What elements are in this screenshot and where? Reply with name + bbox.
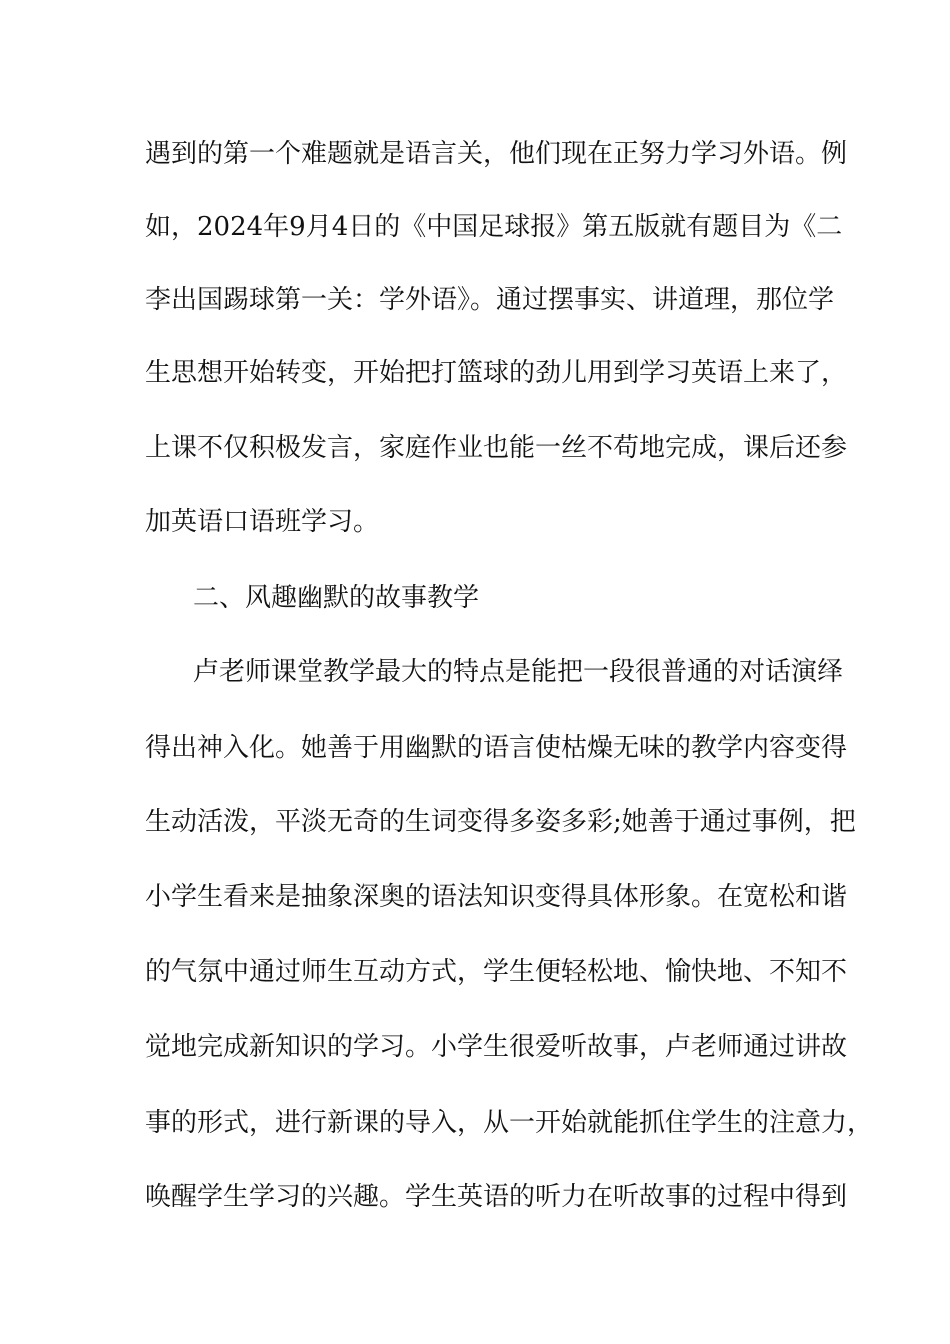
body-text-line: 生动活泼，平淡无奇的生词变得多姿多彩;她善于通过事例，把 bbox=[145, 807, 856, 837]
body-text-line: 上课不仅积极发言，家庭作业也能一丝不苟地完成，课后还参 bbox=[145, 433, 848, 463]
body-text-line: 事的形式，进行新课的导入，从一开始就能抓住学生的注意力， bbox=[145, 1108, 874, 1138]
body-text-line: 唤醒学生学习的兴趣。学生英语的听力在听故事的过程中得到 bbox=[145, 1182, 848, 1212]
body-text-line: 卢老师课堂教学最大的特点是能把一段很普通的对话演绎 bbox=[193, 657, 844, 687]
body-text-line: 觉地完成新知识的学习。小学生很爱听故事，卢老师通过讲故 bbox=[145, 1032, 848, 1062]
body-text-line: 遇到的第一个难题就是语言关，他们现在正努力学习外语。例 bbox=[145, 139, 848, 169]
body-text-line: 小学生看来是抽象深奥的语法知识变得具体形象。在宽松和谐 bbox=[145, 882, 848, 912]
body-text-line: 生思想开始转变，开始把打篮球的劲儿用到学习英语上来了， bbox=[145, 358, 848, 388]
body-text-line: 如，2024年9月4日的《中国足球报》第五版就有题目为《二 bbox=[145, 212, 843, 242]
body-text-line: 加英语口语班学习。 bbox=[145, 507, 380, 537]
section-heading: 二、风趣幽默的故事教学 bbox=[193, 583, 480, 613]
body-text-line: 的气氛中通过师生互动方式，学生便轻松地、愉快地、不知不 bbox=[145, 957, 848, 987]
body-text-line: 李出国踢球第一关：学外语》。通过摆事实、讲道理，那位学 bbox=[145, 285, 835, 315]
body-text-line: 得出神入化。她善于用幽默的语言使枯燥无味的教学内容变得 bbox=[145, 733, 848, 763]
